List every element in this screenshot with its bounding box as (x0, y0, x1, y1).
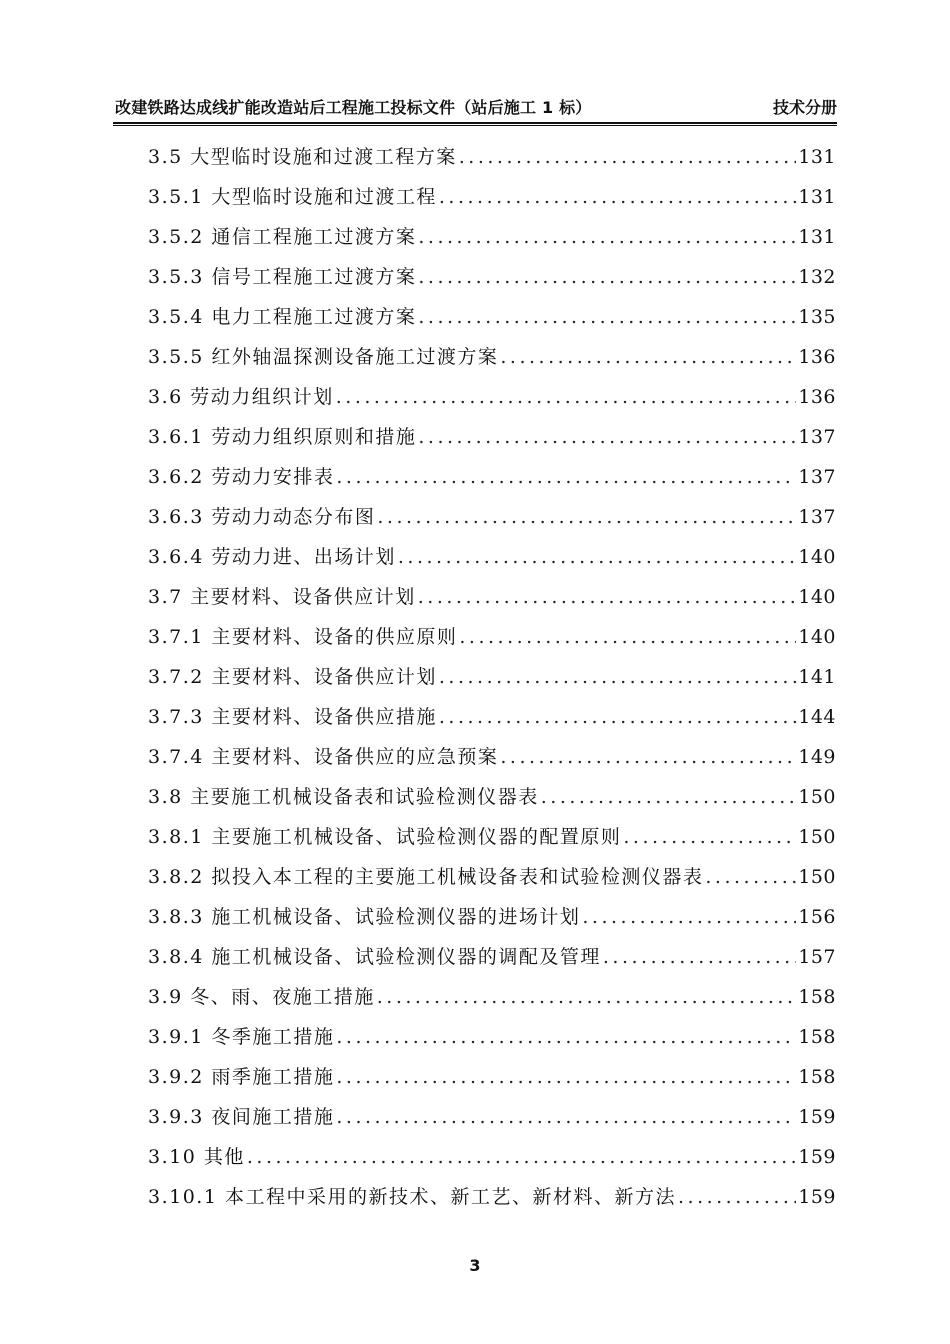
toc-entry-title: 3.6.4 劳动力进、出场计划 (148, 546, 396, 568)
toc-entry-title: 3.9.2 雨季施工措施 (148, 1066, 335, 1088)
toc-entry-page: 158 (798, 986, 836, 1008)
header-rule (113, 125, 837, 126)
toc-entry-page: 159 (798, 1146, 836, 1168)
toc-entry[interactable] (148, 302, 836, 342)
toc-entry-page: 150 (798, 786, 836, 808)
toc-dot-leader (418, 582, 796, 612)
toc-dot-leader (377, 982, 796, 1012)
toc-entry-page: 158 (798, 1066, 836, 1088)
toc-entry-title: 3.10.1 本工程中采用的新技术、新工艺、新材料、新方法 (148, 1186, 676, 1208)
toc-dot-leader (418, 422, 796, 452)
toc-entry-title: 3.9.1 冬季施工措施 (148, 1026, 335, 1048)
toc-entry-title: 3.5.4 电力工程施工过渡方案 (148, 306, 417, 328)
toc-entry[interactable] (148, 502, 836, 542)
toc-entry-title: 3.7.3 主要材料、设备供应措施 (148, 706, 437, 728)
toc-entry[interactable] (148, 342, 836, 382)
toc-entry[interactable] (148, 462, 836, 502)
toc-dot-leader (336, 462, 796, 492)
toc-entry[interactable] (148, 1142, 836, 1182)
toc-entry[interactable] (148, 582, 836, 622)
toc-dot-leader (247, 1142, 796, 1172)
toc-dot-leader (582, 902, 796, 932)
toc-entry-page: 157 (798, 946, 836, 968)
toc-entry[interactable] (148, 382, 836, 422)
toc-entry-page: 137 (798, 426, 836, 448)
toc-entry-title: 3.6 劳动力组织计划 (148, 386, 334, 408)
toc-entry-page: 131 (798, 226, 836, 248)
toc-entry[interactable] (148, 902, 836, 942)
toc-dot-leader (705, 862, 796, 892)
toc-dot-leader (459, 622, 796, 652)
toc-entry[interactable] (148, 1182, 836, 1222)
toc-dot-leader (500, 742, 796, 772)
toc-dot-leader (439, 182, 796, 212)
toc-entry[interactable] (148, 182, 836, 222)
toc-entry-title: 3.5 大型临时设施和过渡工程方案 (148, 146, 457, 168)
toc-entry[interactable] (148, 782, 836, 822)
toc-entry-page: 149 (798, 746, 836, 768)
toc-dot-leader (439, 662, 796, 692)
toc-entry[interactable] (148, 222, 836, 262)
toc-entry[interactable] (148, 142, 836, 182)
toc-entry-title: 3.9.3 夜间施工措施 (148, 1106, 335, 1128)
toc-entry-title: 3.8.2 拟投入本工程的主要施工机械设备表和试验检测仪器表 (148, 866, 704, 888)
toc-entry[interactable] (148, 702, 836, 742)
toc-entry-page: 137 (798, 466, 836, 488)
toc-entry[interactable] (148, 422, 836, 462)
toc-entry-title: 3.8 主要施工机械设备表和试验检测仪器表 (148, 786, 539, 808)
toc-entry-page: 141 (798, 666, 836, 688)
toc-entry-page: 144 (798, 706, 836, 728)
toc-entry-title: 3.6.2 劳动力安排表 (148, 466, 335, 488)
toc-entry-page: 131 (798, 146, 836, 168)
toc-entry-page: 136 (798, 346, 836, 368)
table-of-contents (148, 142, 836, 1222)
toc-entry-page: 140 (798, 546, 836, 568)
toc-entry-page: 158 (798, 1026, 836, 1048)
document-title: 改建铁路达成线扩能改造站后工程施工投标文件（站后施工 1 标） (115, 98, 592, 117)
toc-entry-page: 140 (798, 626, 836, 648)
toc-entry-page: 140 (798, 586, 836, 608)
toc-dot-leader (439, 702, 796, 732)
toc-entry[interactable] (148, 982, 836, 1022)
toc-entry-title: 3.5.3 信号工程施工过渡方案 (148, 266, 417, 288)
page-number: 3 (469, 1256, 481, 1275)
toc-dot-leader (336, 1022, 796, 1052)
toc-entry-title: 3.7.1 主要材料、设备的供应原则 (148, 626, 458, 648)
toc-entry[interactable] (148, 662, 836, 702)
toc-entry-title: 3.6.1 劳动力组织原则和措施 (148, 426, 417, 448)
toc-entry-page: 159 (798, 1106, 836, 1128)
toc-entry[interactable] (148, 862, 836, 902)
toc-dot-leader (603, 942, 796, 972)
toc-dot-leader (623, 822, 796, 852)
toc-entry-page: 156 (798, 906, 836, 928)
toc-dot-leader (459, 142, 796, 172)
toc-dot-leader (541, 782, 796, 812)
toc-entry-title: 3.7.4 主要材料、设备供应的应急预案 (148, 746, 499, 768)
toc-entry-page: 159 (798, 1186, 836, 1208)
toc-dot-leader (418, 222, 796, 252)
toc-entry-title: 3.10 其他 (148, 1146, 245, 1168)
toc-entry-title: 3.8.1 主要施工机械设备、试验检测仪器的配置原则 (148, 826, 622, 848)
toc-entry-page: 131 (798, 186, 836, 208)
toc-dot-leader (336, 382, 796, 412)
toc-entry[interactable] (148, 262, 836, 302)
toc-entry-page: 150 (798, 866, 836, 888)
toc-entry-page: 150 (798, 826, 836, 848)
toc-entry-title: 3.5.2 通信工程施工过渡方案 (148, 226, 417, 248)
page-header (113, 92, 837, 124)
toc-entry-title: 3.5.5 红外轴温探测设备施工过渡方案 (148, 346, 499, 368)
toc-entry[interactable] (148, 1022, 836, 1062)
toc-entry-title: 3.8.3 施工机械设备、试验检测仪器的进场计划 (148, 906, 581, 928)
toc-entry-title: 3.8.4 施工机械设备、试验检测仪器的调配及管理 (148, 946, 601, 968)
toc-entry[interactable] (148, 542, 836, 582)
section-label: 技术分册 (772, 98, 837, 117)
toc-entry-title: 3.7 主要材料、设备供应计划 (148, 586, 416, 608)
toc-entry-page: 136 (798, 386, 836, 408)
toc-dot-leader (398, 542, 796, 572)
toc-dot-leader (418, 302, 796, 332)
toc-dot-leader (418, 262, 796, 292)
toc-entry-page: 135 (798, 306, 836, 328)
toc-entry-title: 3.5.1 大型临时设施和过渡工程 (148, 186, 437, 208)
toc-entry-page: 137 (798, 506, 836, 528)
toc-entry-title: 3.6.3 劳动力动态分布图 (148, 506, 376, 528)
toc-entry[interactable] (148, 622, 836, 662)
toc-dot-leader (336, 1062, 796, 1092)
toc-entry[interactable] (148, 742, 836, 782)
toc-dot-leader (500, 342, 796, 372)
toc-dot-leader (336, 1102, 796, 1132)
toc-entry[interactable] (148, 942, 836, 982)
toc-entry-title: 3.9 冬、雨、夜施工措施 (148, 986, 375, 1008)
toc-dot-leader (377, 502, 796, 532)
toc-dot-leader (678, 1182, 796, 1212)
toc-entry[interactable] (148, 1102, 836, 1142)
toc-entry-title: 3.7.2 主要材料、设备供应计划 (148, 666, 437, 688)
toc-entry[interactable] (148, 1062, 836, 1102)
toc-entry-page: 132 (798, 266, 836, 288)
toc-entry[interactable] (148, 822, 836, 862)
